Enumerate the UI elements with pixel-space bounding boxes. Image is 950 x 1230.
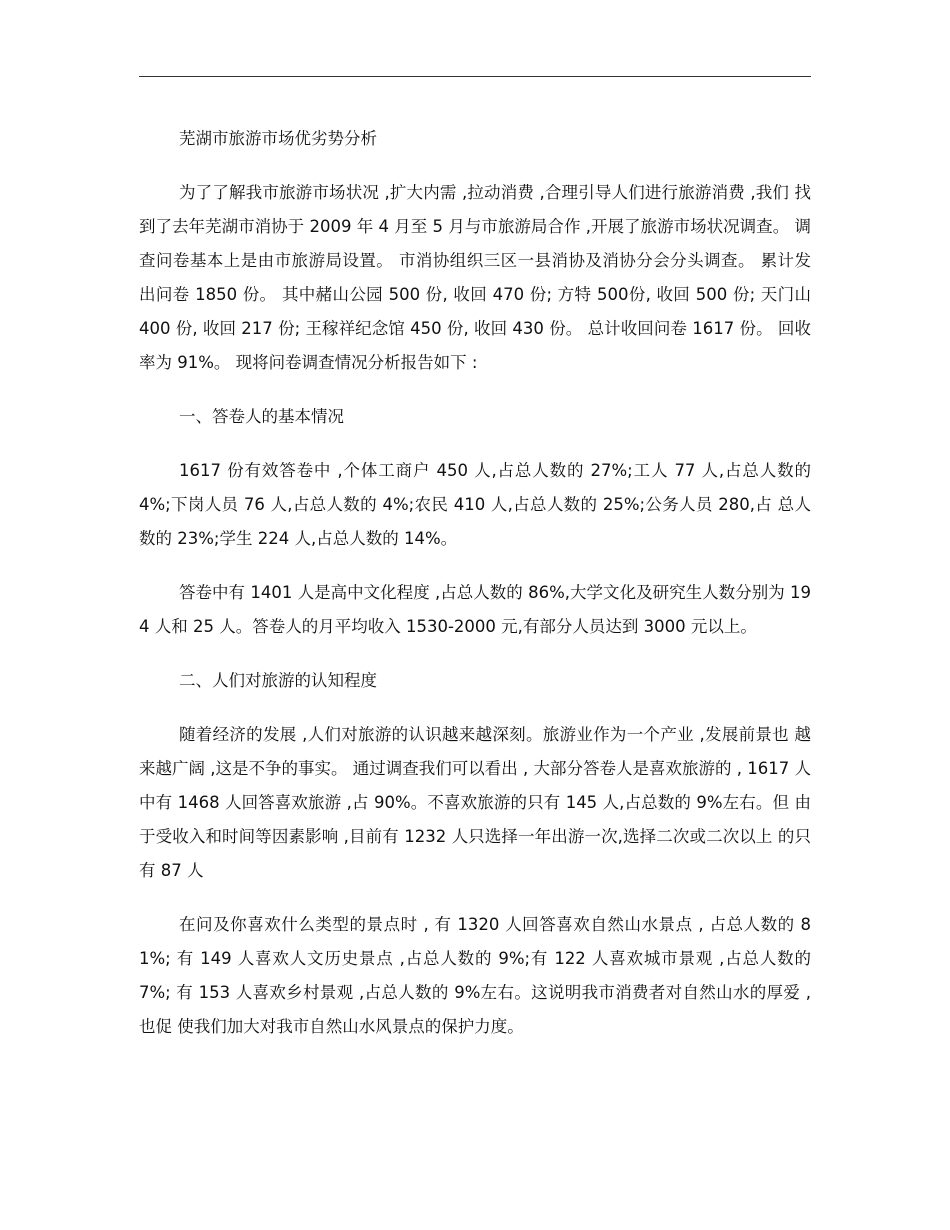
section-1-heading: 一、答卷人的基本情况 xyxy=(179,407,344,426)
intro-paragraph: 为了了解我市旅游市场状况 ,扩大内需 ,拉动消费 ,合理引导人们进行旅游消费 ,我们 找到了去年芜湖市消协于 2009 年 4 月至 5 月与市旅游局合作 ,开展了旅游市场状况调查。 调查问卷基本上是由市旅游局设置。 市消协组织三区一县消协及消协分会分头调查。 累计发 出问卷 1850 份。 其中赭山公园 500 份, 收回 470 份; 方特 500份, 收回 500 份; 天门山 400 份, 收回 217 份; 王稼祥纪念馆 450 份, 收回 430 份。 总计收回问卷 1617 份。 回收率为 91%。 现将问卷调查情况分析报告如下 : xyxy=(139,183,811,372)
document-title: 芜湖市旅游市场优劣势分析 xyxy=(179,129,377,148)
section-1-paragraph-1: 1617 份有效答卷中 ,个体工商户 450 人,占总人数的 27%;工人 77 人,占总人数的4%;下岗人员 76 人,占总人数的 4%;农民 410 人,占总人数的 25%;公务人员 280,占 总人数的 23%;学生 224 人,占总人数的 14%。 xyxy=(139,461,811,548)
document-body xyxy=(139,122,811,1064)
section-2-paragraph-1: 随着经济的发展 ,人们对旅游的认识越来越深刻。旅游业作为一个产业 ,发展前景也 越来越广阔 ,这是不争的事实。 通过调查我们可以看出 , 大部分答卷人是喜欢旅游的 , 1617 人中有 1468 人回答喜欢旅游 ,占 90%。不喜欢旅游的只有 145 人,占总数的 9%左右。但 由于受收入和时间等因素影响 ,目前有 1232 人只选择一年出游一次,选择二次或二次以上 的只有 87 人 xyxy=(139,725,811,880)
header-rule xyxy=(139,76,811,77)
section-1-paragraph-2: 答卷中有 1401 人是高中文化程度 ,占总人数的 86%,大学文化及研究生人数分别为 194 人和 25 人。答卷人的月平均收入 1530-2000 元,有部分人员达到 3000 元以上。 xyxy=(139,583,811,636)
section-2-paragraph-2: 在问及你喜欢什么类型的景点时 , 有 1320 人回答喜欢自然山水景点 , 占总人数的 81%; 有 149 人喜欢人文历史景点 ,占总人数的 9%;有 122 人喜欢城市景观 ,占总人数的 7%; 有 153 人喜欢乡村景观 ,占总人数的 9%左右。这说明我市消费者对自然山水的厚爱 ,也促 使我们加大对我市自然山水风景点的保护力度。 xyxy=(139,915,811,1036)
section-2-heading: 二、人们对旅游的认知程度 xyxy=(179,671,377,690)
